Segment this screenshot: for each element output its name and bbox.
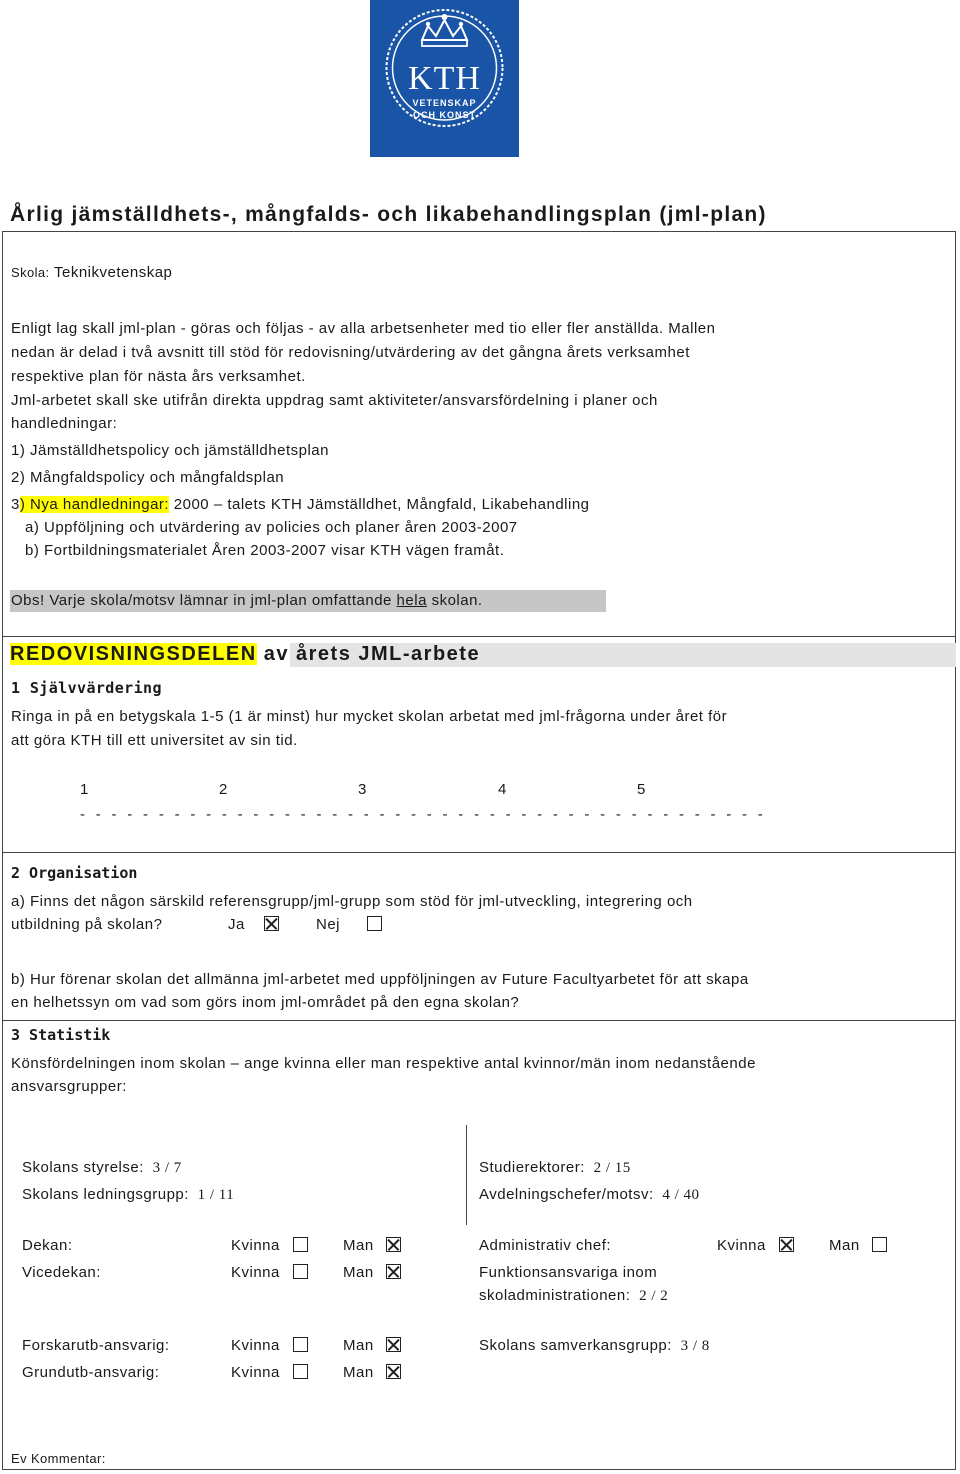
grund-man-checkbox[interactable] bbox=[386, 1364, 401, 1379]
scale-2[interactable]: 2 bbox=[219, 781, 228, 798]
admin-man[interactable] bbox=[829, 1237, 887, 1254]
styrelse-value[interactable]: 3 / 7 bbox=[152, 1160, 182, 1176]
s2-a-line-2 bbox=[11, 916, 162, 933]
nej-checkbox[interactable] bbox=[367, 916, 382, 931]
admin-man-checkbox[interactable] bbox=[872, 1237, 887, 1252]
s2-heading: 2 Organisation bbox=[11, 864, 138, 882]
dekan-man[interactable] bbox=[343, 1237, 401, 1254]
s2-a-line-1: a) Finns det någon särskild referensgrupp/jml-grupp som stöd för jml-utveckling, integrering och bbox=[11, 893, 693, 910]
ja-label: Ja bbox=[228, 916, 245, 933]
scale-4[interactable]: 4 bbox=[498, 781, 507, 798]
s2-b-line-2: en helhetssyn om vad som görs inom jml-området på den egna skolan? bbox=[11, 994, 520, 1011]
jml-line-2: handledningar: bbox=[11, 415, 118, 432]
jml-item-3a: a) Uppföljning och utvärdering av policies och planer åren 2003-2007 bbox=[25, 519, 518, 536]
s2-b-line-1: b) Hur förenar skolan det allmänna jml-arbetet med uppföljningen av Future Facultyarbetet för att skapa bbox=[11, 971, 749, 988]
jml-item-3 bbox=[11, 496, 590, 513]
admin-label: Administrativ chef: bbox=[479, 1237, 612, 1254]
admin-man-label: Man bbox=[829, 1237, 860, 1254]
funktion-value[interactable]: 2 / 2 bbox=[639, 1288, 669, 1304]
ledning-label: Skolans ledningsgrupp: bbox=[22, 1186, 189, 1203]
forskar-man-checkbox[interactable] bbox=[386, 1337, 401, 1352]
funktion-row bbox=[479, 1287, 668, 1305]
vicedekan-kvinna[interactable] bbox=[231, 1264, 308, 1281]
avdelning-value[interactable]: 4 / 40 bbox=[662, 1187, 700, 1203]
obs-note bbox=[11, 592, 483, 609]
nej-option[interactable] bbox=[316, 916, 382, 933]
dekan-label: Dekan: bbox=[22, 1237, 73, 1254]
obs-pre: Varje skola/motsv lämnar in jml-plan omfattande bbox=[44, 592, 397, 609]
dekan-kvinna-checkbox[interactable] bbox=[293, 1237, 308, 1252]
s3-line-1: Könsfördelningen inom skolan – ange kvinna eller man respektive antal kvinnor/män inom nedanstående bbox=[11, 1055, 756, 1072]
vicedekan-kvinna-label: Kvinna bbox=[231, 1264, 280, 1281]
grund-man[interactable] bbox=[343, 1364, 401, 1381]
divider-2 bbox=[2, 852, 956, 853]
dekan-kvinna[interactable] bbox=[231, 1237, 308, 1254]
admin-kvinna-label: Kvinna bbox=[717, 1237, 766, 1254]
nej-label: Nej bbox=[316, 916, 341, 933]
forskar-kvinna-label: Kvinna bbox=[231, 1337, 280, 1354]
admin-kvinna-checkbox[interactable] bbox=[779, 1237, 794, 1252]
skola-value: Teknikvetenskap bbox=[53, 264, 173, 281]
grund-man-label: Man bbox=[343, 1364, 374, 1381]
intro-line-1: Enligt lag skall jml-plan - göras och följas - av alla arbetsenheter med tio eller fler anställda. Mallen bbox=[11, 320, 716, 337]
divider-3 bbox=[2, 1020, 956, 1021]
avdelning-label: Avdelningschefer/motsv: bbox=[479, 1186, 654, 1203]
scale-dashes: - - - - - - - - - - - - - - - - - - - - - - - - - - - - - - - - - - - - - - - - - - - - bbox=[80, 806, 767, 823]
dekan-man-checkbox[interactable] bbox=[386, 1237, 401, 1252]
redov-rest: av årets JML-arbete bbox=[256, 643, 481, 665]
jml-item-1: 1) Jämställdhetspolicy och jämställdhetsplan bbox=[11, 442, 329, 459]
intro-line-2: nedan är delad i två avsnitt till stöd för redovisning/utvärdering av det gångna årets verksamhet bbox=[11, 344, 690, 361]
forskar-kvinna-checkbox[interactable] bbox=[293, 1337, 308, 1352]
ja-option[interactable] bbox=[228, 916, 279, 933]
obs-post: skolan. bbox=[426, 592, 483, 609]
obs-underlined: hela bbox=[396, 592, 427, 609]
grund-label: Grundutb-ansvarig: bbox=[22, 1364, 160, 1381]
studierektorer-row bbox=[479, 1159, 631, 1177]
logo-line1: VETENSKAP bbox=[412, 98, 477, 108]
kth-logo bbox=[370, 0, 519, 157]
grund-kvinna-label: Kvinna bbox=[231, 1364, 280, 1381]
funktion-label-1: Funktionsansvariga inom bbox=[479, 1264, 658, 1281]
styrelse-label: Skolans styrelse: bbox=[22, 1159, 144, 1176]
jml-item-3-rest: 2000 – talets KTH Jämställdhet, Mångfald, Likabehandling bbox=[169, 496, 590, 513]
column-divider bbox=[466, 1125, 467, 1225]
redov-heading bbox=[10, 643, 480, 666]
grund-kvinna[interactable] bbox=[231, 1364, 308, 1381]
vicedekan-man-label: Man bbox=[343, 1264, 374, 1281]
logo-kth-text: KTH bbox=[408, 60, 481, 97]
vicedekan-kvinna-checkbox[interactable] bbox=[293, 1264, 308, 1279]
comment-label: Ev Kommentar: bbox=[11, 1451, 106, 1466]
forskar-kvinna[interactable] bbox=[231, 1337, 308, 1354]
logo-line2: OCH KONST bbox=[413, 110, 476, 120]
styrelse-row bbox=[22, 1159, 182, 1177]
skola-row bbox=[11, 264, 172, 282]
jml-item-3-highlight: ) Nya handledningar: bbox=[19, 496, 170, 513]
scale-1[interactable]: 1 bbox=[80, 781, 89, 798]
avdelning-row bbox=[479, 1186, 699, 1204]
ledning-value[interactable]: 1 / 11 bbox=[197, 1187, 235, 1203]
skola-label: Skola: bbox=[11, 265, 50, 280]
vicedekan-label: Vicedekan: bbox=[22, 1264, 101, 1281]
studierektorer-label: Studierektorer: bbox=[479, 1159, 585, 1176]
admin-kvinna[interactable] bbox=[717, 1237, 794, 1254]
form-frame bbox=[2, 231, 956, 1470]
forskar-man-label: Man bbox=[343, 1337, 374, 1354]
redov-highlight: REDOVISNINGSDELEN bbox=[10, 643, 257, 665]
dekan-kvinna-label: Kvinna bbox=[231, 1237, 280, 1254]
jml-line-1: Jml-arbetet skall ske utifrån direkta uppdrag samt aktiviteter/ansvarsfördelning i planer och bbox=[11, 392, 658, 409]
jml-item-3b: b) Fortbildningsmaterialet Åren 2003-2007 visar KTH vägen framåt. bbox=[25, 542, 505, 559]
vicedekan-man-checkbox[interactable] bbox=[386, 1264, 401, 1279]
s1-line-2: att göra KTH till ett universitet av sin tid. bbox=[11, 732, 298, 749]
s3-heading: 3 Statistik bbox=[11, 1026, 111, 1044]
s1-line-1: Ringa in på en betygskala 1-5 (1 är minst) hur mycket skolan arbetat med jml-frågorna under året för bbox=[11, 708, 728, 725]
samverkan-label: Skolans samverkansgrupp: bbox=[479, 1337, 672, 1354]
jml-item-2: 2) Mångfaldspolicy och mångfaldsplan bbox=[11, 469, 285, 486]
s3-line-2: ansvarsgrupper: bbox=[11, 1078, 127, 1095]
vicedekan-man[interactable] bbox=[343, 1264, 401, 1281]
samverkan-value[interactable]: 3 / 8 bbox=[680, 1338, 710, 1354]
page-title: Årlig jämställdhets-, mångfalds- och likabehandlingsplan (jml-plan) bbox=[10, 203, 767, 226]
scale-3[interactable]: 3 bbox=[358, 781, 367, 798]
samverkan-row bbox=[479, 1337, 710, 1355]
funktion-label-2: skoladministrationen: bbox=[479, 1287, 631, 1304]
studierektorer-value[interactable]: 2 / 15 bbox=[593, 1160, 631, 1176]
obs-label: Obs! bbox=[11, 592, 45, 609]
ledning-row bbox=[22, 1186, 234, 1204]
ja-checkbox[interactable] bbox=[264, 916, 279, 931]
scale-5[interactable]: 5 bbox=[637, 781, 646, 798]
grund-kvinna-checkbox[interactable] bbox=[293, 1364, 308, 1379]
forskar-label: Forskarutb-ansvarig: bbox=[22, 1337, 170, 1354]
forskar-man[interactable] bbox=[343, 1337, 401, 1354]
intro-line-3: respektive plan för nästa års verksamhet. bbox=[11, 368, 306, 385]
jml-item-3-prefix: 3 bbox=[11, 496, 20, 513]
divider-1 bbox=[2, 636, 956, 637]
s2-a-question: utbildning på skolan? bbox=[11, 916, 163, 933]
dekan-man-label: Man bbox=[343, 1237, 374, 1254]
s1-heading: 1 Självvärdering bbox=[11, 679, 162, 697]
